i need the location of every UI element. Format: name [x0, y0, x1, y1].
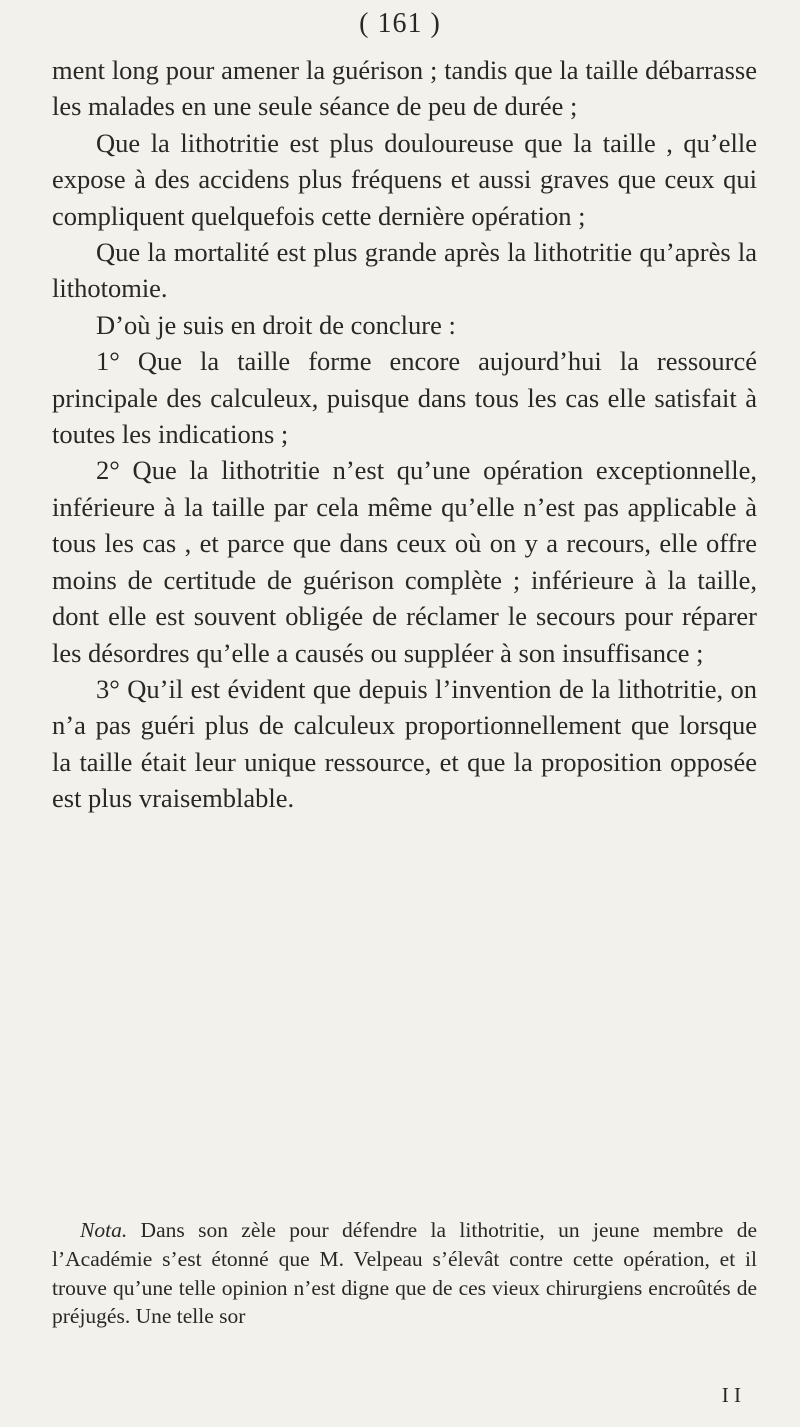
signature-mark: I I	[721, 1383, 741, 1407]
paragraph-5: 1° Que la taille forme encore aujourd’hui la ressourcé principale des calculeux, puisque dans tous les cas elle satisfait à toutes les indications ;	[52, 346, 757, 450]
footnote-label: Nota.	[80, 1218, 128, 1242]
paragraph-7: 3° Qu’il est évident que depuis l’invention de la lithotritie, on n’a pas guéri plus de calculeux proportionnellement que lorsque la taille était leur unique ressource, et que la proposition opposée est plus vraisemblable.	[52, 673, 757, 814]
paragraph-6: 2° Que la lithotritie n’est qu’une opération exceptionnelle, inférieure à la taille par cela même qu’elle n’est pas applicable à tous les cas , et parce que dans ceux où on y a recours, elle offre moins de certitude de guérison complète ; inférieure à la taille, dont elle est souvent obligée de réclamer le secours pour réparer les désordres qu’elle a causés ou suppléer à son insuffisance ;	[52, 455, 757, 668]
paragraph-4: D’où je suis en droit de conclure :	[96, 309, 456, 340]
footnote	[52, 1216, 757, 1331]
footnote-text: Dans son zèle pour défendre la lithotritie, un jeune membre de l’Académie s’est étonné que M. Velpeau s’élevât contre cette opération, et il trouve qu’une telle opinion n’est digne que de ces vieux chirurgiens encroûtés de préjugés. Une telle sor	[52, 1218, 757, 1329]
page-number: ( 161 )	[359, 8, 441, 39]
paragraph-1: ment long pour amener la guérison ; tandis que la taille débarrasse les malades en une seule séance de peu de durée ;	[52, 55, 757, 122]
paragraph-3: Que la mortalité est plus grande après la lithotritie qu’après la lithotomie.	[52, 237, 757, 304]
page-body	[52, 52, 757, 817]
paragraph-2: Que la lithotritie est plus douloureuse que la taille , qu’elle expose à des accidens plus fréquens et aussi graves que ceux qui compliquent quelquefois cette dernière opération ;	[52, 127, 757, 231]
